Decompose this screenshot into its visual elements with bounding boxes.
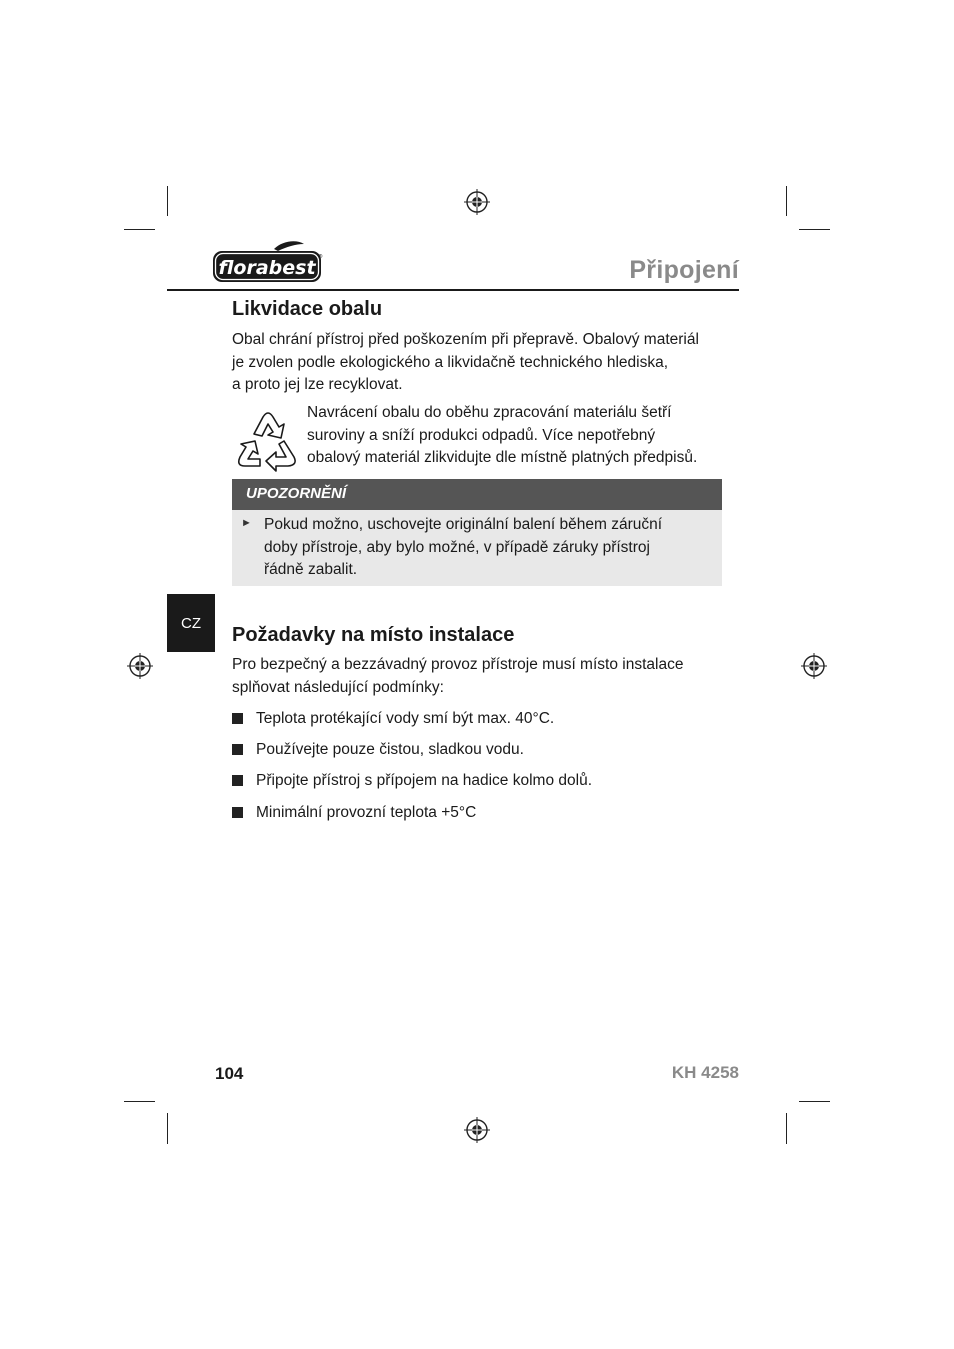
notice-title: UPOZORNĚNÍ (232, 479, 722, 510)
section-heading-disposal: Likvidace obalu (232, 298, 383, 320)
page-title: Připojení (629, 256, 739, 284)
bullet-square-icon (232, 744, 243, 755)
page-number: 104 (215, 1064, 244, 1083)
list-item: Připojte přístroj s přípojem na hadice kolmo dolů. (256, 772, 592, 789)
recycle-icon (232, 404, 304, 476)
text-line: Navrácení obalu do oběhu zpracování materiálu šetří (307, 404, 672, 421)
pointer-arrow-icon: ► (241, 517, 252, 529)
text-line: je zvolen podle ekologického a likvidačně technického hlediska, (232, 353, 668, 371)
model-number: KH 4258 (671, 1063, 739, 1082)
crop-mark (124, 229, 155, 230)
text-line: řádně zabalit. (264, 561, 358, 578)
recycle-note (307, 402, 727, 470)
text-line: suroviny a sníží produkci odpadů. Více nepotřebný (307, 426, 656, 444)
list-item: Teplota protékající vody smí být max. 40°C. (256, 710, 555, 727)
requirements-intro (232, 654, 722, 699)
language-tab: CZ (167, 594, 215, 652)
header-divider (167, 289, 739, 291)
crop-mark (167, 186, 168, 216)
florabest-logo (212, 240, 324, 284)
registration-mark-icon (464, 1117, 490, 1143)
list-item: Používejte pouze čistou, sladkou vodu. (256, 741, 524, 758)
crop-mark (167, 1113, 168, 1144)
text-line: Pokud možno, uschovejte originální balení během záruční (264, 516, 663, 533)
crop-mark (799, 1101, 830, 1102)
text-line: obalový materiál zlikvidujte dle místně platných předpisů. (307, 449, 698, 466)
registration-mark-icon (464, 189, 490, 215)
crop-mark (786, 186, 787, 216)
bullet-square-icon (232, 713, 243, 724)
crop-mark (799, 229, 830, 230)
bullet-square-icon (232, 807, 243, 818)
notice-text (264, 514, 714, 582)
crop-mark (786, 1113, 787, 1144)
disposal-intro (232, 329, 722, 397)
bullet-square-icon (232, 775, 243, 786)
text-line: splňovat následující podmínky: (232, 678, 444, 696)
registration-mark-icon (801, 653, 827, 679)
list-item: Minimální provozní teplota +5°C (256, 804, 477, 821)
registration-mark-icon (127, 653, 153, 679)
text-line: a proto jej lze recyklovat. (232, 376, 403, 393)
registered-mark: ® (318, 254, 323, 260)
text-line: Pro bezpečný a bezzávadný provoz přístroje musí místo instalace (232, 656, 684, 673)
crop-mark (124, 1101, 155, 1102)
section-heading-requirements: Požadavky na místo instalace (232, 624, 515, 646)
text-line: Obal chrání přístroj před poškozením při přepravě. Obalový materiál (232, 331, 699, 348)
text-line: doby přístroje, aby bylo možné, v případě záruky přístroj (264, 538, 650, 556)
logo-text: florabest (218, 257, 316, 279)
